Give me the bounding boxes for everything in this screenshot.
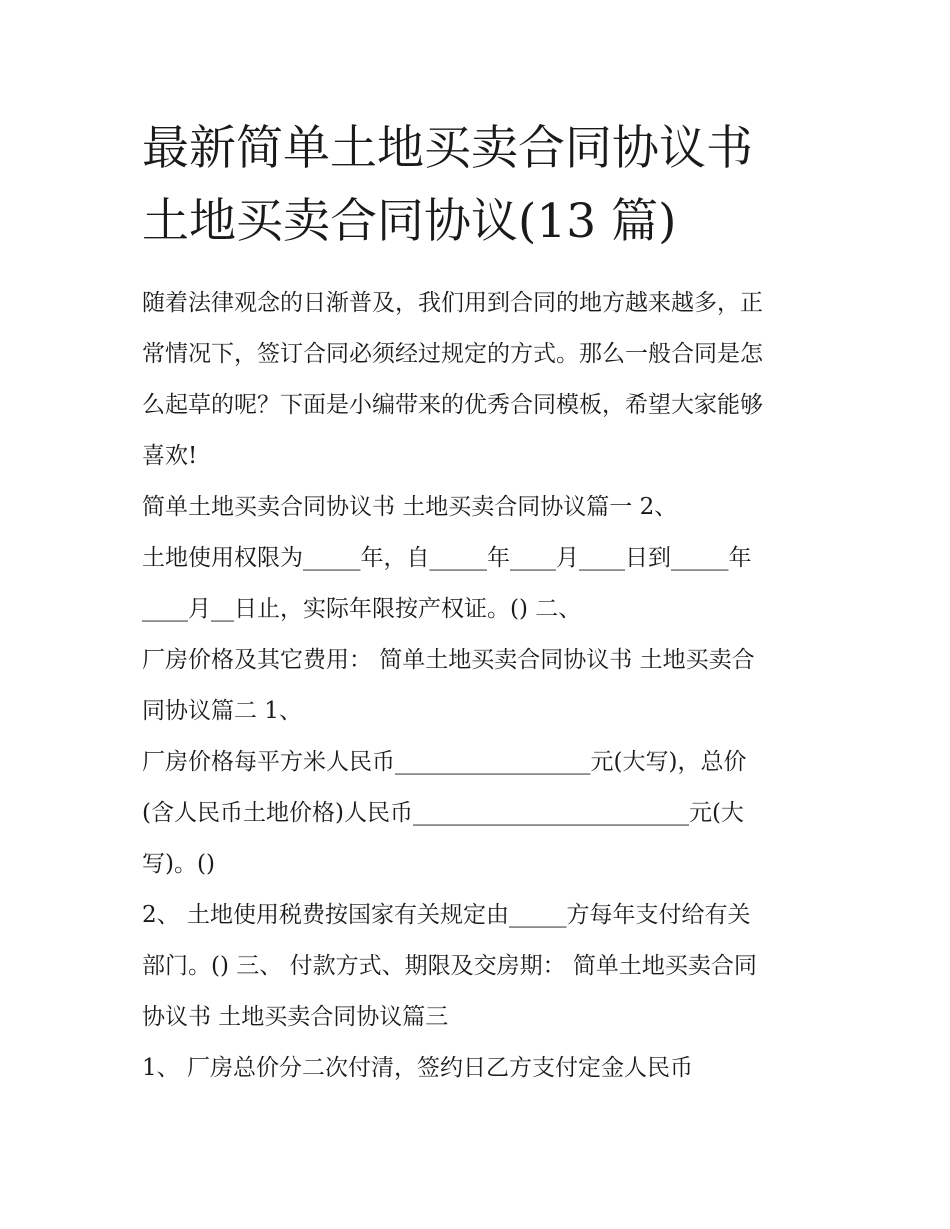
text-line: 1、 厂房总价分二次付清，签约日乙方支付定金人民币 [142,1055,693,1081]
text-line: 喜欢! [142,443,198,469]
document-title [142,112,842,258]
text-line: 同协议篇二 1、 [142,698,302,724]
text-line: 写)。() [142,851,215,877]
text-line: 2、 土地使用税费按国家有关规定由_____方每年支付给有关 [142,902,751,928]
title-line-2: 土地买卖合同协议(13 篇) [142,194,677,249]
document-body [142,278,822,1094]
text-line: 厂房价格每平方米人民币_________________元(大写)，总价 [142,749,747,775]
text-line: 土地使用权限为_____年，自_____年____月____日到_____年 [142,545,752,571]
title-line-1: 最新简单土地买卖合同协议书 [142,121,753,176]
text-line: 常情况下，签订合同必须经过规定的方式。那么一般合同是怎 [142,341,763,367]
text-line: 厂房价格及其它费用： 简单土地买卖合同协议书 土地买卖合 [142,647,755,673]
text-line: 随着法律观念的日渐普及，我们用到合同的地方越来越多，正 [142,290,763,316]
text-line: 么起草的呢？下面是小编带来的优秀合同模板，希望大家能够 [142,392,763,418]
text-line: 简单土地买卖合同协议书 土地买卖合同协议篇一 2、 [142,494,678,520]
text-line: (含人民币土地价格)人民币________________________元(大 [142,800,744,826]
text-line: 协议书 土地买卖合同协议篇三 [142,1004,449,1030]
text-line: ____月__日止，实际年限按产权证。() 二、 [142,596,582,622]
text-line: 部门。() 三、 付款方式、期限及交房期： 简单土地买卖合同 [142,953,757,979]
